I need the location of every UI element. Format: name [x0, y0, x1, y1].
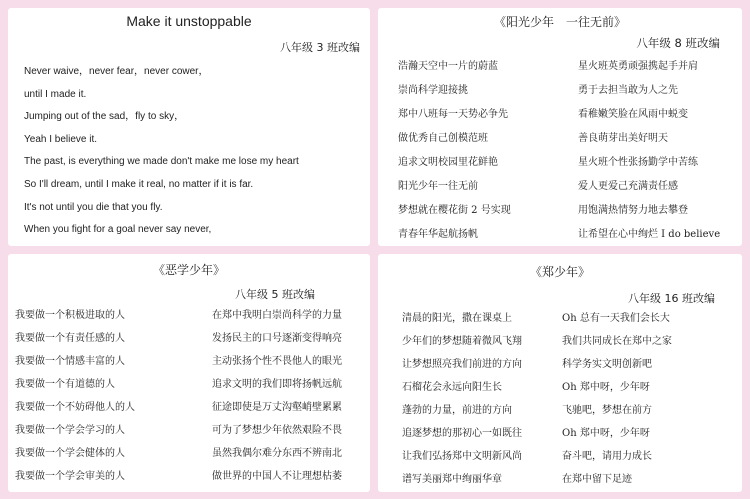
poem-line: 让我们弘扬郑中文明新风尚 — [402, 451, 522, 462]
poem-line: 青春年华起航扬帆 — [398, 229, 478, 240]
poem-line: Jumping out of the sad，fly to sky， — [24, 111, 185, 123]
poem-line: 用饱满热情努力地去攀登 — [578, 205, 688, 216]
poem-line: 追求文明校园里花鲜艳 — [398, 157, 498, 168]
class-label: 八年级 3 班改编 — [280, 41, 360, 54]
poem-lines — [24, 65, 360, 246]
poem-line: 征途即使是万丈沟壑峭壁累累 — [212, 402, 342, 413]
poem-line: 浩瀚天空中一片的蔚蓝 — [398, 61, 498, 72]
poem-line: It's not until you die that you fly. — [24, 201, 163, 213]
poem-title: 《郑少年》 — [529, 265, 590, 279]
poem-line: 我要做一个学会学习的人 — [15, 425, 125, 436]
poem-line: 我要做一个情感丰富的人 — [15, 356, 125, 367]
poem-line: Never waive，never fear，never cower， — [24, 66, 209, 77]
poem-line: Oh 总有一天我们会长大 — [562, 313, 670, 324]
poem-column-left — [398, 60, 558, 252]
poem-line: 阳光少年一往无前 — [398, 181, 478, 192]
poem-line: 崇尚科学迎接挑 — [398, 85, 468, 96]
poem-line: 追求文明的我们即将扬帆远航 — [212, 379, 342, 390]
poem-line: 发扬民主的口号逐渐变得响亮 — [212, 333, 342, 344]
poem-line: 清晨的阳光，撒在课桌上 — [402, 313, 512, 324]
poem-line: 可为了梦想少年依然艰险不畏 — [212, 425, 342, 436]
poem-line: 虽然我偶尔难分东西不辨南北 — [212, 448, 342, 459]
poem-column-right — [212, 309, 368, 493]
poem-line: 我们共同成长在郑中之家 — [562, 336, 672, 347]
poem-title: Make it unstoppable — [126, 13, 252, 29]
poem-line: 我要做一个学会审美的人 — [15, 471, 125, 482]
poem-card-zheng — [378, 254, 742, 492]
poem-title: 《恶学少年》 — [152, 263, 225, 277]
poem-line: 蓬勃的力量，前进的方向 — [402, 405, 512, 416]
poem-line: 我要做一个学会健体的人 — [15, 448, 125, 459]
poem-line: 让梦想照亮我们前进的方向 — [402, 359, 522, 370]
poem-line: until I made it. — [24, 88, 87, 100]
poem-card-study — [8, 254, 370, 492]
poem-line: 主动张扬个性不畏他人的眼光 — [212, 356, 342, 367]
poem-column-left — [15, 309, 205, 493]
poem-line: 追逐梦想的那初心一如既往 — [402, 428, 522, 439]
class-label: 八年级 8 班改编 — [636, 36, 720, 50]
poem-line: 让希望在心中绚烂 I do believe — [578, 229, 721, 240]
poem-line: 星火班个性张扬勤学中苦练 — [578, 157, 698, 168]
poem-line: Oh 郑中呀，少年呀 — [562, 382, 650, 393]
poem-line: 善良萌芽出美好明天 — [578, 133, 668, 144]
poem-line: 科学务实文明创新吧 — [562, 359, 652, 370]
poem-line: 奋斗吧，请用力成长 — [562, 451, 652, 462]
poem-title: 《阳光少年 一往无前》 — [493, 15, 626, 29]
poem-line: 在郑中我明白崇尚科学的力量 — [212, 310, 342, 321]
poem-card-sunshine — [378, 8, 742, 246]
class-label: 八年级 5 班改编 — [235, 288, 315, 301]
poem-line: So I'll dream, until I make it real, no matter if it is far. — [24, 178, 254, 190]
poem-line: 我要做一个有责任感的人 — [15, 333, 125, 344]
poem-line: 我要做一个不妨碍他人的人 — [15, 402, 135, 413]
poem-line: 少年们的梦想随着微风飞翔 — [402, 336, 522, 347]
poem-line: 爱人更爱己充满责任感 — [578, 181, 678, 192]
poem-line: 做世界的中国人不让理想枯萎 — [212, 471, 342, 482]
poem-line: Oh 郑中呀，少年呀 — [562, 428, 650, 439]
poem-line: When you fight for a goal never say never, — [24, 224, 212, 236]
poem-line: 做优秀自己创模范班 — [398, 133, 488, 144]
poem-line: 看稚嫩笑脸在风雨中蜕变 — [578, 109, 688, 120]
poem-line: 我要做一个积极进取的人 — [15, 310, 125, 321]
poem-column-left — [402, 312, 562, 496]
poem-line: 飞驰吧，梦想在前方 — [562, 405, 652, 416]
poem-line: 在郑中留下足迹 — [562, 474, 632, 485]
poem-line: 勇于去担当敢为人之先 — [578, 85, 678, 96]
poem-line: Yeah I believe it. — [24, 133, 98, 145]
class-label: 八年级 16 班改编 — [628, 292, 715, 305]
poem-line: The past, is everything we made don't make me lose my heart — [24, 156, 299, 168]
poem-column-right — [562, 312, 737, 496]
poem-line: 石榴花会永远向阳生长 — [402, 382, 502, 393]
poem-line: 郑中八班每一天势必争先 — [398, 109, 508, 120]
poem-line: 我要做一个有道德的人 — [15, 379, 115, 390]
poem-card-english — [8, 8, 370, 246]
poem-line: 谱写美丽郑中绚丽华章 — [402, 474, 502, 485]
poem-column-right — [578, 60, 738, 252]
poem-line: 梦想就在樱花街 2 号实现 — [398, 205, 511, 216]
poem-line: 星火班英勇顽强携起手并肩 — [578, 61, 698, 72]
